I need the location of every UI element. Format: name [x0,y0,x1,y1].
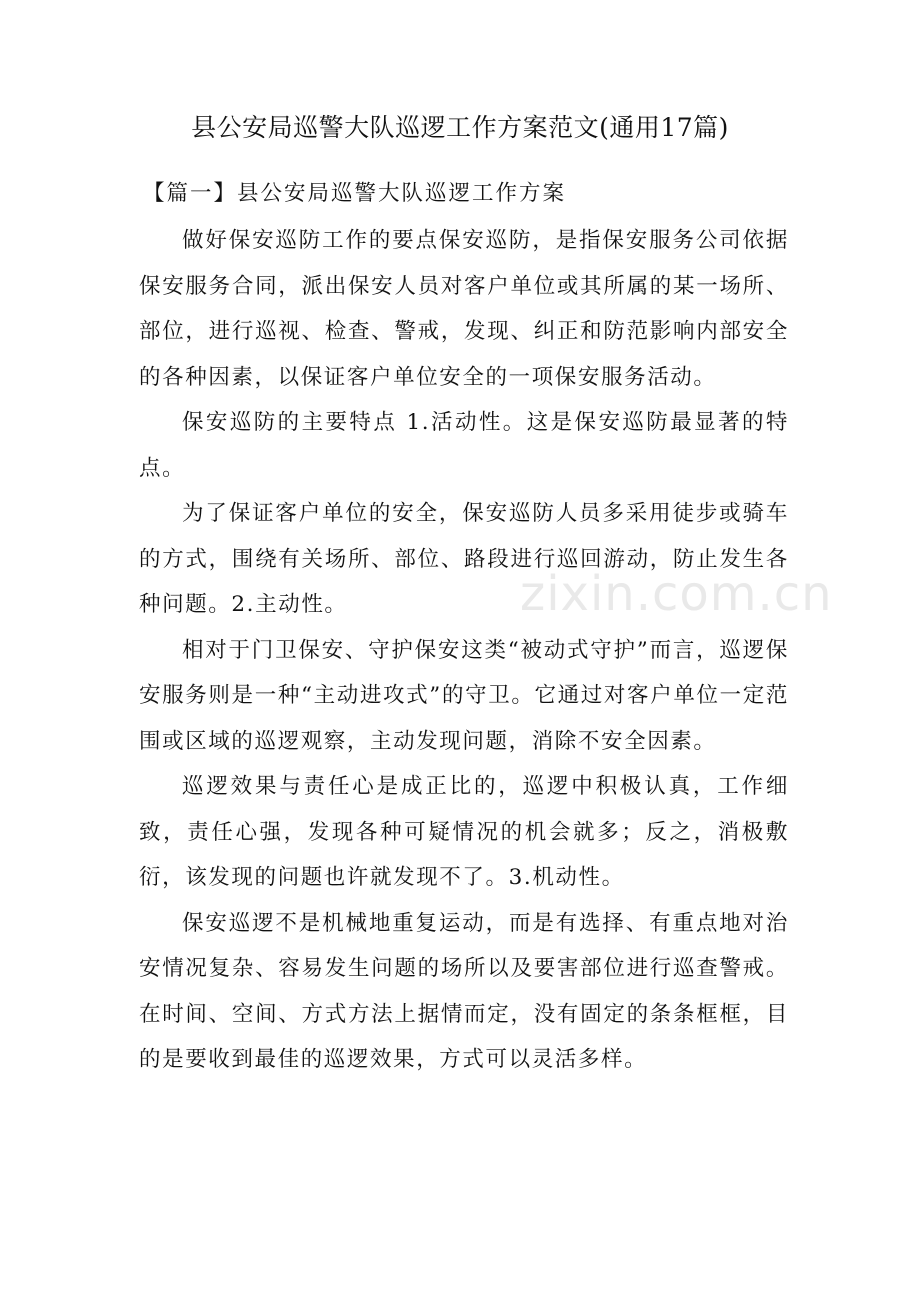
document-body [139,170,789,1083]
paragraph: 保安巡防的主要特点 1.活动性。这是保安巡防最显著的特点。 [139,410,789,481]
paragraph: 做好保安巡防工作的要点保安巡防，是指保安服务公司依据保安服务合同，派出保安人员对客户单位或其所属的某一场所、部位，进行巡视、检查、警戒，发现、纠正和防范影响内部安全的各种因素，以保证客户单位安全的一项保安服务活动。 [139,228,789,390]
paragraph: 巡逻效果与责任心是成正比的，巡逻中积极认真，工作细致，责任心强，发现各种可疑情况的机会就多；反之，消极敷衍，该发现的问题也许就发现不了。3.机动性。 [139,774,789,890]
section-heading: 【篇一】县公安局巡警大队巡逻工作方案 [143,181,567,206]
watermark: zixin.com.cn [520,566,833,622]
paragraph: 保安巡逻不是机械地重复运动，而是有选择、有重点地对治安情况复杂、容易发生问题的场所以及要害部位进行巡查警戒。在时间、空间、方式方法上据情而定，没有固定的条条框框，目的是要收到最佳的巡逻效果，方式可以灵活多样。 [139,910,789,1072]
document-title: 县公安局巡警大队巡逻工作方案范文(通用17篇) [191,113,729,142]
paragraph: 相对于门卫保安、守护保安这类“被动式守护”而言，巡逻保安服务则是一种“主动进攻式”的守卫。它通过对客户单位一定范围或区域的巡逻观察，主动发现问题，消除不安全因素。 [139,637,789,754]
paragraph: 为了保证客户单位的安全，保安巡防人员多采用徒步或骑车的方式，围绕有关场所、部位、路段进行巡回游动，防止发生各种问题。2.主动性。 [139,501,789,617]
